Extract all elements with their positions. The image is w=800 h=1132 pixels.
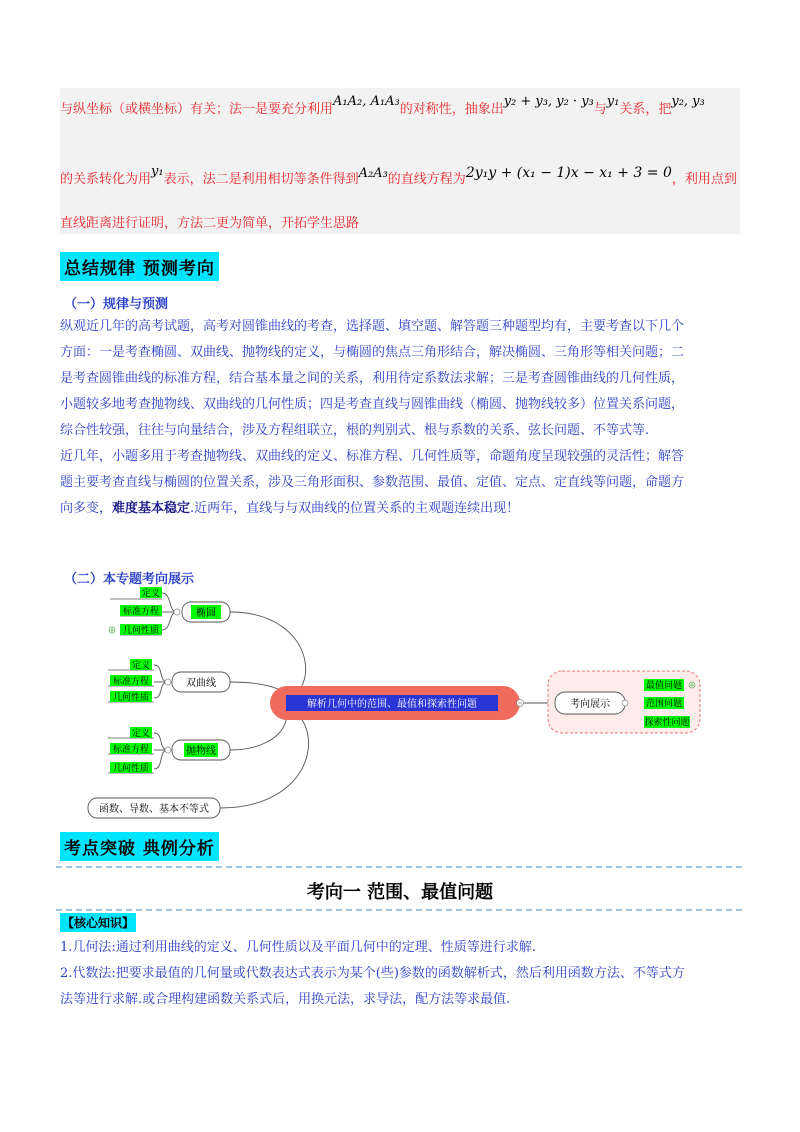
- leaf-standard-equation: 标准方程: [112, 745, 150, 755]
- leaf-geometric-property: 几何性质: [112, 693, 150, 703]
- collapse-icon[interactable]: [622, 700, 628, 706]
- paragraph-line: 2.代数法:把要求最值的几何量或代数表达式表示为某个(些)参数的函数解析式，然后利用函数方法、不等式方: [60, 966, 685, 981]
- collapse-icon[interactable]: [165, 679, 171, 685]
- emphasis-text: 难度基本稳定: [112, 501, 191, 516]
- direction-one-title: 考向一 范围、最值问题: [306, 882, 494, 903]
- leaf-geometric-property: 几何性质: [112, 764, 150, 774]
- math-expr: y₁: [151, 164, 164, 179]
- leaf-standard-equation: 标准方程: [112, 677, 150, 687]
- leaf-standard-equation: 标准方程: [122, 607, 160, 617]
- note-text: 的直线方程为: [387, 172, 466, 187]
- paragraph-text: .近两年，直线与与双曲线的位置关系的主观题连续出现！: [190, 501, 520, 516]
- math-expr: A₂A₃: [358, 166, 388, 181]
- subheading-rules: （一）规律与预测: [64, 297, 169, 312]
- topic-mind-map: [60, 585, 740, 825]
- math-expr: y₂, y₃: [671, 94, 705, 109]
- branch-label-function: 函数、导数、基本不等式: [99, 804, 209, 815]
- paragraph-line: [60, 496, 742, 522]
- math-expr: A₁A₂, A₁A₃: [333, 94, 400, 109]
- note-text: 表示，法二是利用相切等条件得到: [163, 172, 359, 187]
- note-text: 与: [593, 102, 607, 117]
- leaf-definition: 定义: [131, 729, 151, 739]
- branch-label-parabola: 抛物线: [186, 746, 216, 757]
- math-expr: y₁: [606, 94, 620, 109]
- paragraph-line: 法等进行求解.或合理构建函数关系式后，用换元法，求导法，配方法等求最值.: [60, 992, 511, 1007]
- note-text: 的关系转化为用: [60, 172, 152, 187]
- note-text: 与纵坐标（或横坐标）有关；法一是要充分利用: [60, 102, 334, 117]
- leaf-exploratory: 探索性问题: [644, 718, 690, 728]
- paragraph-text: 向多变，: [60, 501, 113, 516]
- core-knowledge-tag: 【核心知识】: [60, 913, 136, 932]
- dashed-divider: [56, 909, 742, 911]
- line-equation: 2y₁y + (x₁ − 1)x − x₁ + 3 = 0: [465, 165, 672, 181]
- subheading-directions: （二）本专题考向展示: [64, 572, 195, 587]
- paragraph-line: 综合性较强，往往与向量结合，涉及方程组联立，根的判别式、根与系数的关系、弦长问题、不等式等.: [60, 423, 650, 438]
- branch-label-direction: 考向展示: [570, 699, 610, 710]
- paragraph-line: 纵观近几年的高考试题，高考对圆锥曲线的考查，选择题、填空题、解答题三种题型均有，主要考查以下几个: [60, 319, 685, 334]
- paragraph-line: 是考查圆锥曲线的标准方程，结合基本量之间的关系，利用待定系数法求解；三是考查圆锥曲线的几何性质，: [60, 371, 685, 386]
- branch-label-ellipse: 椭圆: [196, 608, 216, 619]
- paragraph-review: [60, 314, 742, 522]
- paragraph-methods: [60, 935, 742, 1013]
- note-text: 关系，把: [619, 102, 672, 117]
- collapse-icon[interactable]: [174, 609, 180, 615]
- paragraph-line: 1.几何法:通过利用曲线的定义、几何性质以及平面几何中的定理、性质等进行求解.: [60, 940, 536, 955]
- note-text: 的对称性，抽象出: [399, 102, 504, 117]
- section-heading-examples: 考点突破 典例分析: [60, 832, 219, 861]
- note-text: ，利用点到: [671, 172, 737, 187]
- paragraph-line: 题主要考查直线与椭圆的位置关系，涉及三角形面积、参数范围、最值、定值、定点、定直线等问题，命题方: [60, 475, 685, 490]
- leaf-range: 范围问题: [645, 699, 683, 709]
- paragraph-line: 小题较多地考查抛物线、双曲线的几何性质；四是考查直线与圆锥曲线（椭圆、抛物线较多）位置关系问题，: [60, 397, 685, 412]
- solution-note-box: [60, 88, 740, 234]
- leaf-geometric-property: 几何性质: [122, 626, 160, 636]
- note-line-2: [60, 164, 737, 187]
- dashed-divider: [56, 866, 742, 868]
- collapse-icon[interactable]: [165, 747, 171, 753]
- leaf-max-min: 最值问题: [645, 681, 683, 691]
- note-line-1: [60, 94, 705, 117]
- center-node-label: 解析几何中的范围、最值和探索性问题: [307, 699, 477, 710]
- branch-label-hyperbola: 双曲线: [186, 678, 216, 689]
- math-expr: y₂ + y₃, y₂ · y₃: [503, 94, 594, 109]
- section-heading-summary: 总结规律 预测考向: [60, 252, 219, 281]
- leaf-definition: 定义: [131, 661, 151, 671]
- note-line-3: 直线距离进行证明，方法二更为简单，开拓学生思路: [60, 216, 360, 231]
- paragraph-line: 近几年，小题多用于考查抛物线、双曲线的定义、标准方程、几何性质等，命题角度呈现较强的灵活性；解答: [60, 449, 685, 464]
- paragraph-line: 方面：一是考查椭圆、双曲线、抛物线的定义，与椭圆的焦点三角形结合，解决椭圆、三角形等相关问题；二: [60, 345, 685, 360]
- leaf-definition: 定义: [141, 589, 161, 599]
